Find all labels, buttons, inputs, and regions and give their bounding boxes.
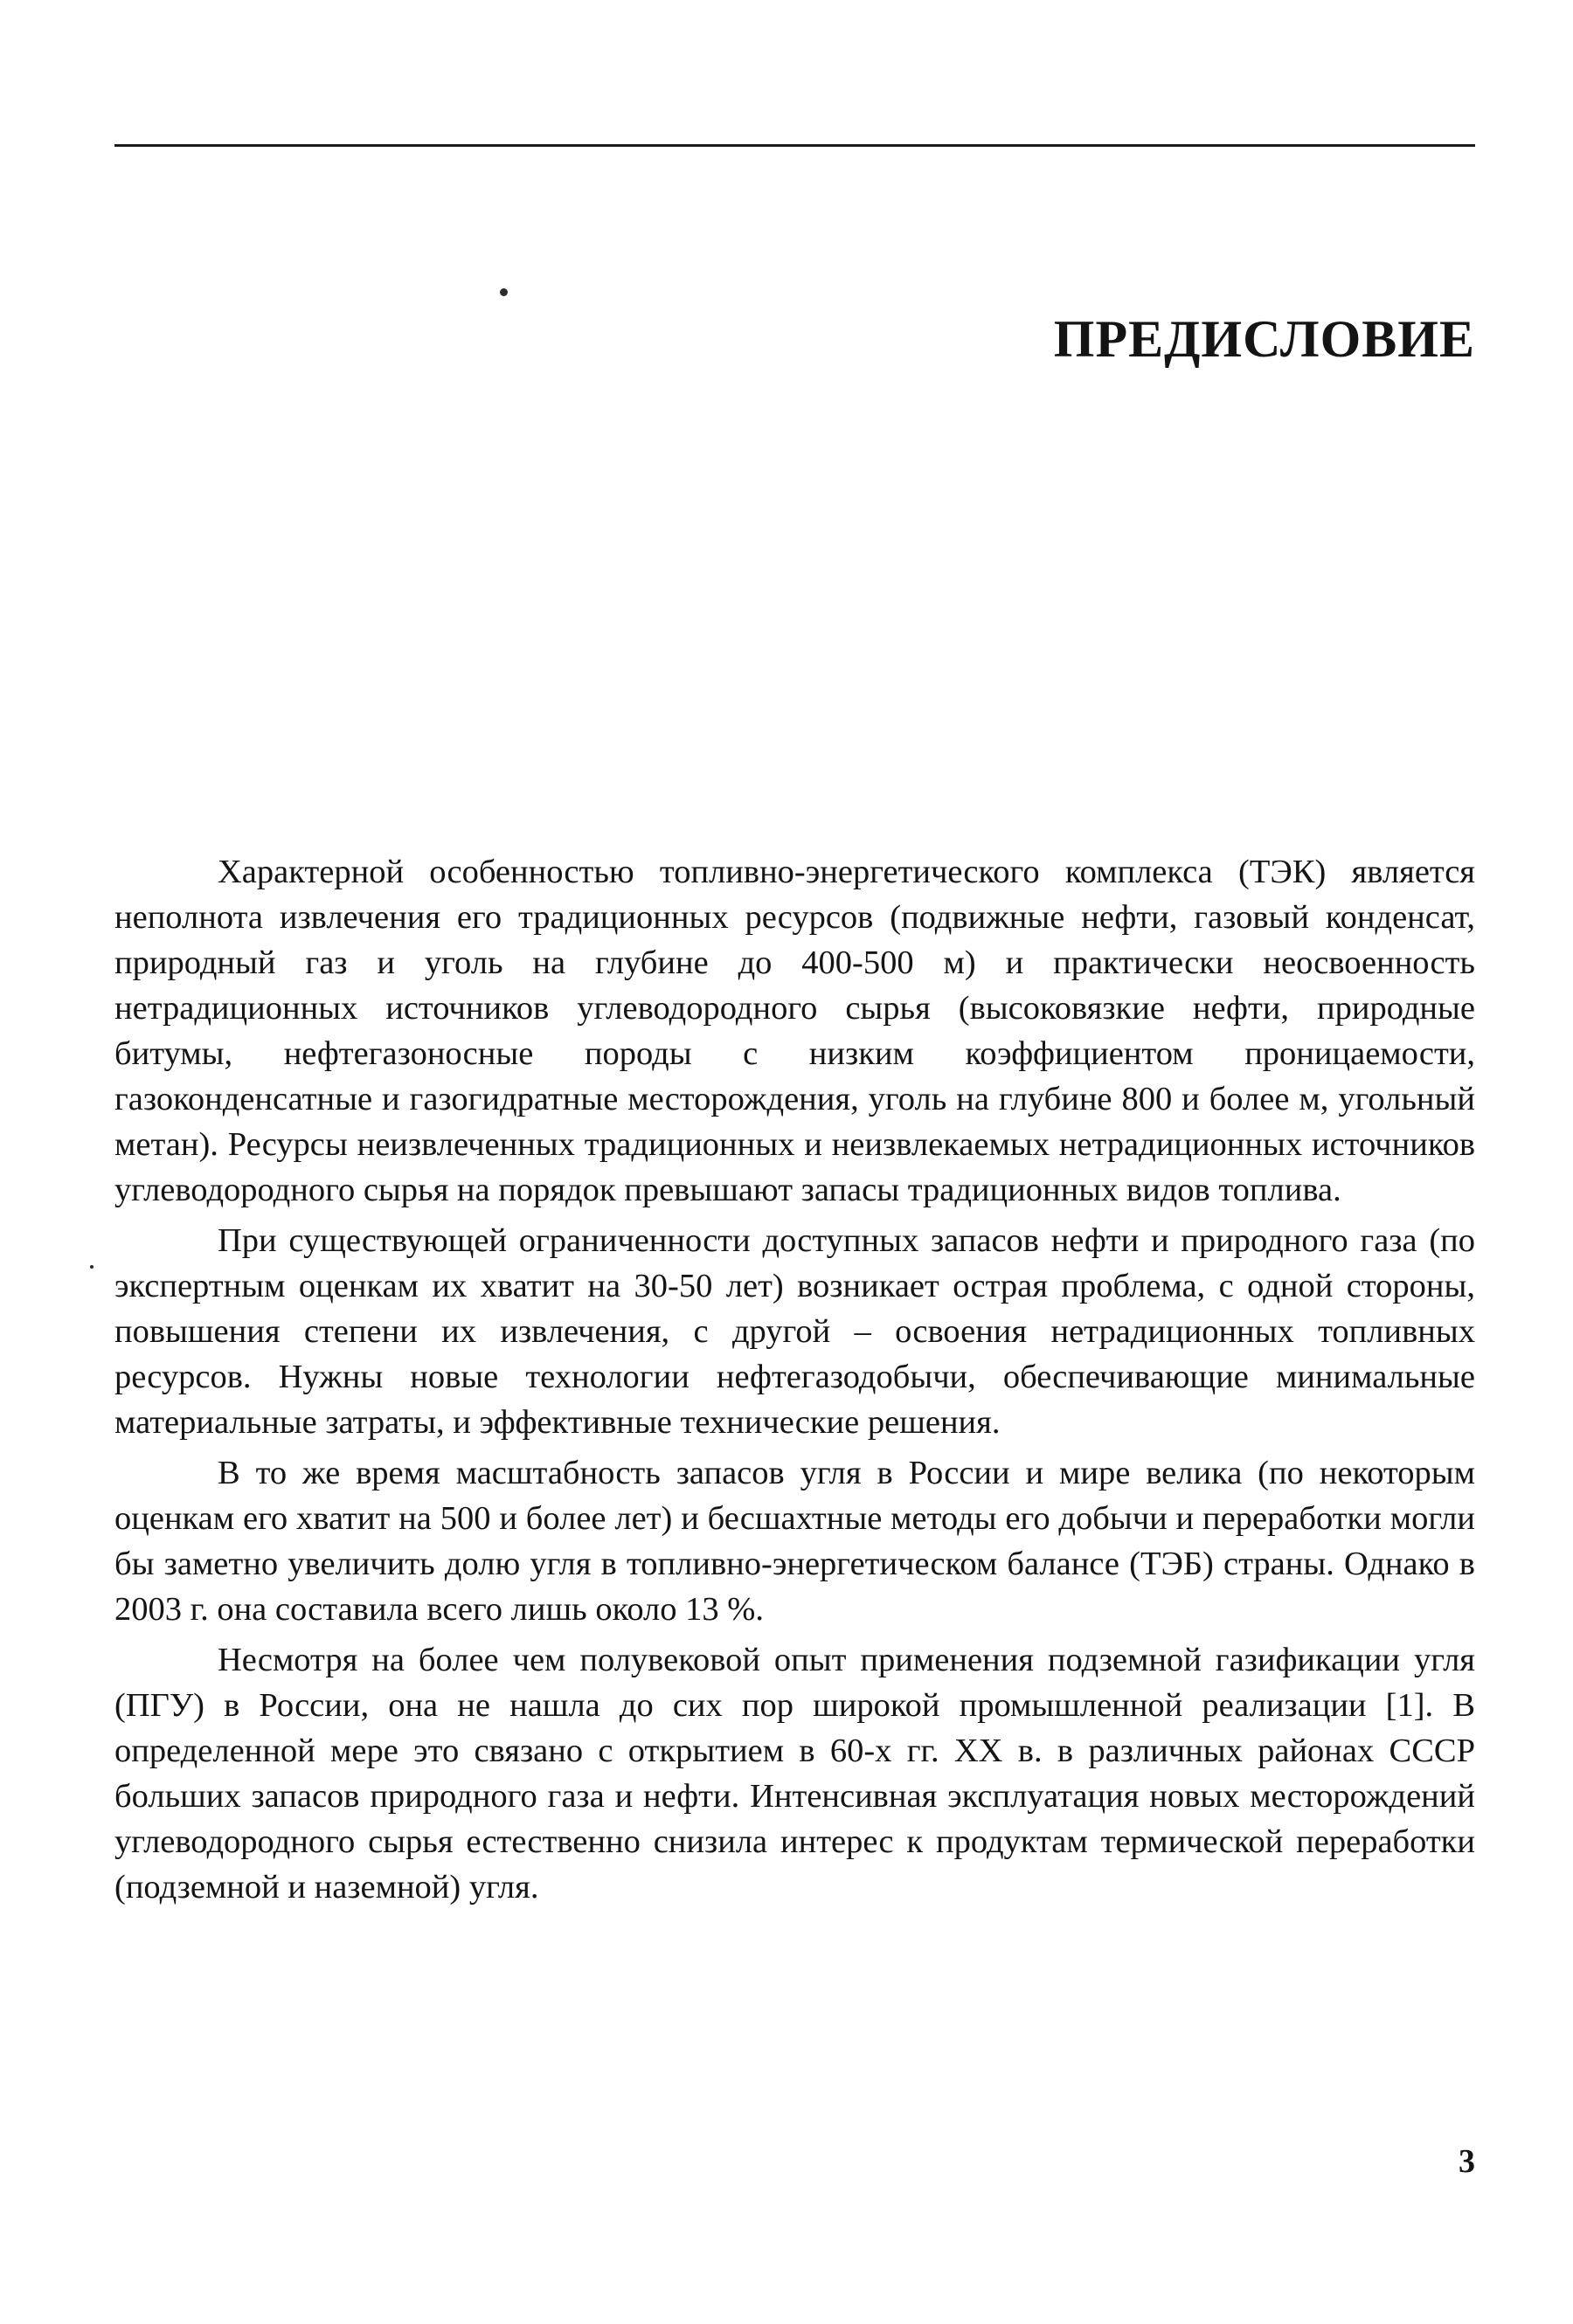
paragraph: Несмотря на более чем полувековой опыт применения подземной газификации угля (ПГУ) в России, она не нашла до сих пор широкой промышленной реализации [1]. В определенной мере это связано с открытием в 60-х гг. XX в. в различных районах СССР больших запасов природного газа и нефти. Интенсивная эксплуатация новых месторождений углеводородного сырья естественно снизила интерес к продуктам термической переработки (подземной и наземной) угля. [114, 1642, 1475, 1906]
page-title: ПРЕДИСЛОВИЕ [1053, 310, 1475, 368]
body-text [114, 849, 1475, 1915]
paragraph: В то же время масштабность запасов угля в России и мире велика (по некоторым оценкам его хватит на 500 и более лет) и бесшахтные методы его добычи и переработки могли бы заметно увеличить долю угля в топливно-энергетическом балансе (ТЭБ) страны. Однако в 2003 г. она составила всего лишь около 13 %. [114, 1455, 1475, 1628]
paragraph: Характерной особенностью топливно-энергетического комплекса (ТЭК) является неполнота извлечения его традиционных ресурсов (подвижные нефти, газовый конденсат, природный газ и уголь на глубине до 400-500 м) и практически неосвоенность нетрадиционных источников углеводородного сырья (высоковязкие нефти, природные битумы, нефтегазоносные породы с низким коэффициентом проницаемости, газоконденсатные и газогидратные месторождения, уголь на глубине 800 и более м, угольный метан). Ресурсы неизвлеченных традиционных и неизвлекаемых нетрадиционных источников углеводородного сырья на порядок превышают запасы традиционных видов топлива. [114, 854, 1475, 1208]
paragraph: При существующей ограниченности доступных запасов нефти и природного газа (по экспертным оценкам их хватит на 30-50 лет) возникает острая проблема, с одной стороны, повышения степени их извлечения, с другой – освоения нетрадиционных топливных ресурсов. Нужны новые технологии нефтегазодобычи, обеспечивающие минимальные материальные затраты, и эффективные технические решения. [114, 1222, 1475, 1441]
print-speck [500, 288, 508, 296]
header-rule [114, 144, 1475, 147]
page-number: 3 [1459, 2143, 1475, 2180]
print-speck [90, 1265, 94, 1269]
